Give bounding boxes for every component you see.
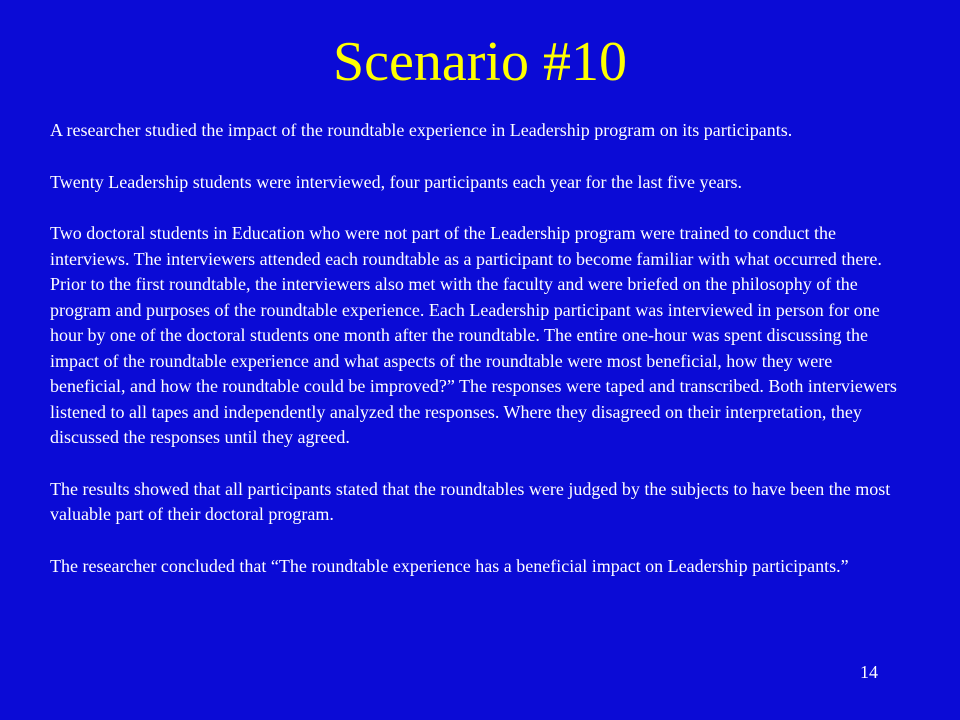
paragraph-method: Two doctoral students in Education who were not part of the Leadership program were trained to conduct the interviews. The interviewers attended each roundtable as a participant to become familiar with what occurred there. Prior to the first roundtable, the interviewers also met with the faculty and were briefed on the philosophy of the program and purposes of the roundtable experience. Each Leadership participant was interviewed in person for one hour by one of the doctoral students one month after the roundtable. The entire one-hour was spent discussing the impact of the roundtable experience and what aspects of the roundtable were most beneficial, how they were beneficial, and how the roundtable could be improved?” The responses were taped and transcribed. Both interviewers listened to all tapes and independently analyzed the responses. Where they disagreed on their interpretation, they discussed the responses until they agreed. [50,223,897,447]
page-number: 14 [860,662,878,682]
paragraph-research-topic: A researcher studied the impact of the roundtable experience in Leadership program on its participants. [50,120,793,140]
paragraph-conclusion: The researcher concluded that “The roundtable experience has a beneficial impact on Leadership participants.” [50,555,849,576]
paragraph-sample: Twenty Leadership students were interviewed, four participants each year for the last five years. [50,171,742,192]
slide-title: Scenario #10 [333,31,627,93]
slide-body [50,118,900,579]
paragraph-results: The results showed that all participants stated that the roundtables were judged by the subjects to have been the most valuable part of their doctoral program. [50,478,891,524]
